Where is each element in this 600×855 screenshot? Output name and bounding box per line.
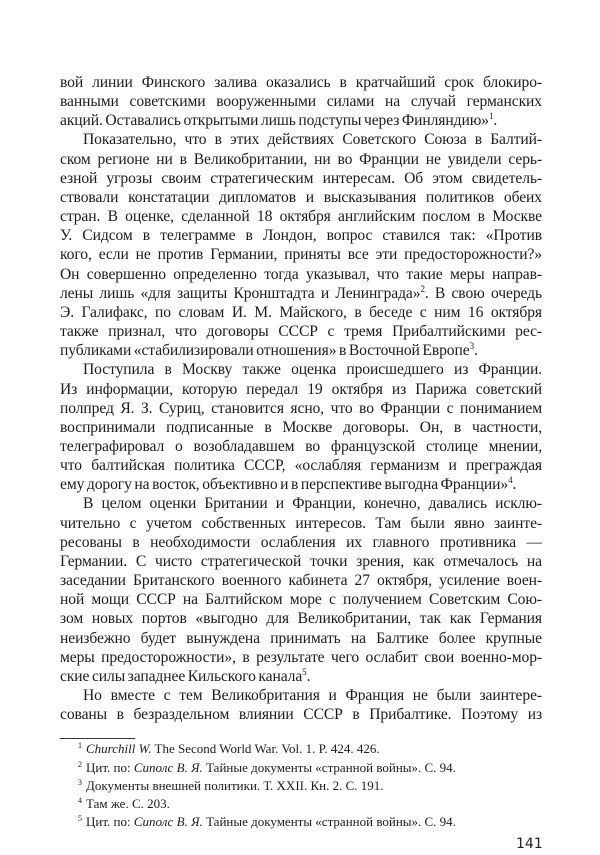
line-text: Но вместе с тем Великобритания и Франция не были заинтере- bbox=[83, 687, 542, 704]
text-line bbox=[60, 514, 542, 533]
line-text: зом новых портов «выгодно для Великобритании, так как Германия bbox=[60, 610, 542, 628]
footnote-number: 2 bbox=[78, 759, 82, 769]
line-text: стран. В оценке, сделанной 18 октября английским послом в Москве bbox=[60, 208, 542, 226]
paragraph bbox=[60, 130, 542, 360]
text-line bbox=[60, 360, 542, 379]
footnote-number: 5 bbox=[78, 814, 82, 824]
text-line bbox=[60, 629, 542, 648]
line-text: неизбежно будет вынуждена принимать на Балтике более крупные bbox=[60, 629, 542, 647]
text-line bbox=[60, 303, 542, 322]
line-text: также признал, что договоры СССР с тремя Прибалтийскими рес- bbox=[60, 323, 542, 341]
footnote-number: 4 bbox=[78, 795, 82, 805]
paragraph bbox=[60, 686, 542, 724]
footnote-number: 3 bbox=[78, 777, 82, 787]
footnote-prefix: Цит. по: bbox=[86, 814, 134, 830]
footnote-author: Сиполс В. Я. bbox=[133, 759, 203, 775]
text-line bbox=[60, 590, 542, 609]
line-text: меры предосторожности», в результате чего ослабит свои военно-мор- bbox=[60, 648, 542, 666]
footnote-prefix: Документы внешней политики. Т. XXII. Кн. 2. С. 191. bbox=[86, 777, 384, 793]
footnote-prefix: Цит. по: bbox=[86, 759, 134, 775]
line-text: публиками «стабилизировали отношения» в Восточной Европе bbox=[60, 342, 470, 360]
text-line bbox=[60, 475, 542, 494]
footnote bbox=[78, 813, 540, 831]
text-line bbox=[60, 571, 542, 590]
line-text: кого, если не против Германии, приняты все эти предосторожности?» bbox=[60, 246, 542, 264]
text-line bbox=[60, 705, 542, 724]
text-line bbox=[60, 150, 542, 169]
footnote-text: Тайные документы «странной войны». С. 94. bbox=[202, 759, 456, 775]
footnote-divider bbox=[60, 738, 135, 739]
footnote-ref: 2 bbox=[420, 283, 425, 294]
text-line bbox=[60, 667, 542, 686]
text-line bbox=[60, 284, 542, 303]
footnote-number: 1 bbox=[78, 741, 82, 751]
footnote bbox=[78, 777, 540, 795]
line-text: ему дорогу на восток, объективно и в перспективе выгодна Франции» bbox=[60, 476, 509, 494]
footnote-prefix: Там же. С. 203. bbox=[86, 795, 170, 811]
line-text: В целом оценки Британии и Франции, конечно, давались исклю- bbox=[83, 495, 542, 513]
text-line bbox=[60, 399, 542, 418]
footnotes bbox=[60, 740, 540, 831]
text-line bbox=[60, 92, 542, 111]
text-line bbox=[60, 265, 542, 284]
footnote bbox=[78, 795, 540, 813]
footnote-author: Churchill W. bbox=[86, 741, 152, 757]
text-line bbox=[60, 341, 542, 360]
line-tail: . bbox=[306, 667, 311, 685]
line-text: ресованы в необходимости ослабления их главного противника — bbox=[60, 533, 542, 551]
footnote-author: Сиполс В. Я. bbox=[133, 814, 203, 830]
line-text: что балтийская политика СССР, «ослабляя германизм и преграждая bbox=[60, 457, 542, 475]
line-text: Поступила в Москву также оценка происшедшего из Франции. bbox=[83, 361, 542, 379]
line-text: сованы в безраздельном влиянии СССР в Прибалтике. Поэтому из bbox=[60, 706, 542, 724]
footnote bbox=[78, 740, 540, 758]
line-text: чительно с учетом собственных интересов. Там были явно заинте- bbox=[60, 514, 542, 532]
line-text: Германии. С чисто стратегической точки зрения, как отмечалось на bbox=[60, 552, 542, 570]
text-line bbox=[60, 552, 542, 571]
line-text: лены лишь «для защиты Кронштадта и Ленинграда» bbox=[60, 284, 421, 302]
line-text: Показательно, что в этих действиях Советского Союза в Балтий- bbox=[83, 131, 542, 149]
line-text: езной угрозы своим стратегическим интересам. Об этом свидетель- bbox=[60, 169, 542, 187]
text-line bbox=[60, 73, 542, 92]
line-text: Из информации, которую передал 19 октября из Парижа советский bbox=[60, 380, 542, 398]
text-line bbox=[60, 130, 542, 149]
line-text: телеграфировал о возобладавшем во французской столице мнении, bbox=[60, 437, 542, 455]
text-line bbox=[60, 188, 542, 207]
line-tail: . bbox=[473, 342, 478, 360]
line-text: ские силы западнее Кильского канала bbox=[60, 667, 303, 685]
text-line bbox=[60, 533, 542, 552]
paragraph bbox=[60, 73, 542, 130]
line-text: ствовали констатации дипломатов и высказывания политиков обеих bbox=[60, 188, 542, 206]
text-line bbox=[60, 380, 542, 399]
line-tail: . bbox=[493, 112, 498, 130]
line-text: Э. Галифакс, по словам И. М. Майского, в беседе с ним 16 октября bbox=[60, 303, 542, 321]
footnote-ref: 5 bbox=[302, 666, 307, 677]
line-text: Он совершенно определенно тогда указывал, что такие меры направ- bbox=[60, 265, 542, 283]
footnote-text: Тайные документы «странной войны». С. 94. bbox=[202, 814, 456, 830]
line-text: ной мощи СССР на Балтийском море с получением Советским Сою- bbox=[60, 591, 542, 609]
line-text: акций. Оставались открытыми лишь подступы через Финляндию» bbox=[60, 112, 489, 130]
footnote-ref: 3 bbox=[469, 341, 474, 352]
paragraph bbox=[60, 360, 542, 494]
text-line bbox=[60, 648, 542, 667]
footnote bbox=[78, 759, 540, 777]
text-line bbox=[60, 418, 542, 437]
footnote-ref: 4 bbox=[508, 475, 513, 486]
line-text: У. Сидсом в телеграмме в Лондон, вопрос ставился так: «Против bbox=[60, 227, 542, 245]
body-text bbox=[60, 73, 542, 724]
line-text: ском регионе ни в Великобритании, ни во Франции не увидели серь- bbox=[60, 150, 542, 168]
line-text: вой линии Финского залива оказались в кратчайший срок блокиро- bbox=[60, 74, 542, 91]
text-line bbox=[60, 245, 542, 264]
page-number: 141 bbox=[516, 836, 543, 853]
line-text: заседании Британского военного кабинета 27 октября, усиление воен- bbox=[60, 572, 542, 590]
text-line bbox=[60, 437, 542, 456]
text-line bbox=[60, 322, 542, 341]
footnote-ref: 1 bbox=[488, 111, 494, 122]
paragraph bbox=[60, 494, 542, 686]
text-line bbox=[60, 686, 542, 705]
text-line bbox=[60, 169, 542, 188]
line-text: ванными советскими вооруженными силами на случай германских bbox=[60, 93, 542, 111]
line-text: полпред Я. З. Суриц, становится ясно, что во Франции с пониманием bbox=[60, 399, 542, 417]
line-tail: . В свою очередь bbox=[424, 284, 542, 302]
line-text: воспринимали подписанные в Москве договоры. Он, в частности, bbox=[60, 418, 542, 436]
line-tail: . bbox=[512, 476, 517, 494]
text-line bbox=[60, 226, 542, 245]
text-line bbox=[60, 609, 542, 628]
text-line bbox=[60, 111, 542, 130]
text-line bbox=[60, 456, 542, 475]
footnote-text: The Second World War. Vol. 1. P. 424. 426. bbox=[151, 741, 380, 757]
text-line bbox=[60, 207, 542, 226]
text-line bbox=[60, 494, 542, 513]
